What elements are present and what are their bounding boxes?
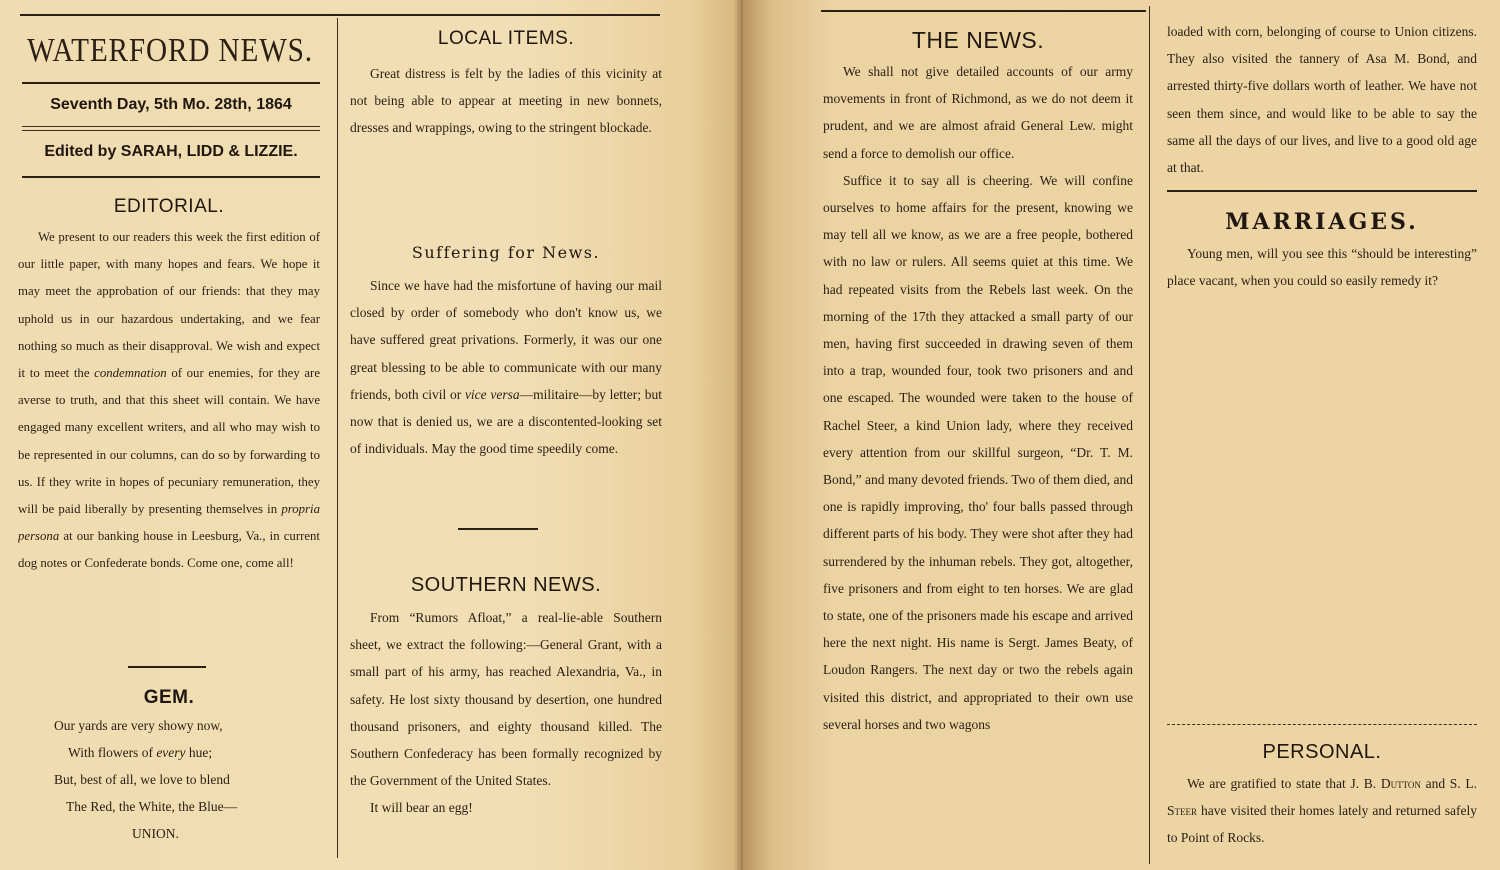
southern-news-section [350,568,662,863]
suffering-text-2: —militaire—by letter; but now that is denied us, we are a discontented-looking set of individuals. May the good time speedily come. [350,386,662,457]
marriages-body: Young men, will you see this “should be interesting” place vacant, when you could so easily remedy it? [1167,246,1477,289]
top-rule [20,14,660,16]
editors-line: Edited by SARAH, LIDD & LIZZIE. [44,143,298,160]
personal-rule [1167,724,1477,725]
personal-text-2: and S. L. [1420,776,1477,791]
gem-divider [128,666,206,668]
southern-news-closing: It will bear an egg! [370,800,473,816]
personal-body [1167,770,1477,852]
southern-news-body: From “Rumors Afloat,” a real-lie-able Southern sheet, we extract the following:—General Grant, with a small part of his army, has reached Alexandria, Va., in safety. He lost sixty thousand by desertion, one hundred thousand prisoners, and eighty thousand killed. The Southern Confederacy has been formally recognized by the Government of the United States. [350,610,662,789]
suffering-title: Suffering for News. [411,243,601,262]
editorial-text-1: We present to our readers this week the first edition of our little paper, with many hopes and fears. We hope it may meet the approbation of our friends: that they may uphold us in our hazardous undertaking, and we fear nothing so much as their disapproval. We wish and expect it to meet the [18,230,320,381]
gem-section [18,684,320,864]
marriages-rule [1167,190,1477,192]
continued-section [1167,18,1477,186]
personal-title: PERSONAL. [1262,741,1382,763]
dateline: Seventh Day, 5th Mo. 28th, 1864 [50,96,292,113]
left-page [0,0,743,870]
gem-line-2 [18,739,320,766]
southern-news-title: SOUTHERN NEWS. [410,574,602,596]
gem-line-1: Our yards are very showy now, [54,718,223,733]
personal-section [1167,736,1477,866]
local-items-section [350,24,662,184]
the-news-section [823,22,1133,868]
editorial-text-2: of our enemies, for they are averse to truth, and that this sheet will contain. We have engaged many excellent writers, and all who may wish to be represented in our columns, can do so by forwarding to us. If they write in hopes of pecuniary remuneration, they will be paid liberally by presenting themselves in [18,366,320,517]
gem-line-4: The Red, the White, the Blue— [66,799,238,814]
marriages-title: MARRIAGES. [1225,209,1419,235]
suffering-body [350,272,662,462]
editorial-title: EDITORIAL. [113,196,225,217]
gem-line-2-emphasis: every [156,745,186,760]
gem-line-2-text-b: hue; [185,745,213,760]
personal-text-1: We are gratified to state that J. B. [1187,776,1381,791]
editorial-emphasis-1: condemnation [94,366,167,381]
editorial-text-3: at our banking house in Leesburg, Va., in current dog notes or Confederate bonds. Come one, come all! [18,529,320,571]
personal-text-3: have visited their homes lately and returned safely to Point of Rocks. [1167,803,1477,846]
gem-line-3: But, best of all, we love to blend [54,772,230,787]
suffering-section [350,238,662,508]
right-top-rule [821,10,1146,12]
suffering-emphasis: vice versa [464,386,520,402]
personal-name-2: Steer [1167,803,1198,819]
gem-title: GEM. [143,687,195,708]
masthead-rule [22,82,320,84]
dateline-rule-2 [22,130,320,131]
marriages-section [1167,204,1477,334]
editorial-section [18,192,320,662]
masthead-title: WATERFORD NEWS. [27,32,313,69]
local-items-title: LOCAL ITEMS. [437,28,575,49]
editors-rule [22,176,320,178]
editorial-body [18,224,320,578]
gem-line-5: UNION. [132,826,179,841]
the-news-body-1: We shall not give detailed accounts of our army movements in front of Richmond, as we do not deem it prudent, and we are almost afraid General Lew. might send a force to demolish our office. [823,64,1133,161]
editorial-emphasis-2: propria persona [18,502,320,544]
right-page [743,0,1500,870]
continued-body: loaded with corn, belonging of course to Union citizens. They also visited the tannery of Asa M. Bond, and arrested thirty-five dollars worth of leather. We have not seen them since, and would like to be able to say the same all the days of our lives, and live to a good old age at that. [1167,24,1477,176]
left-column-divider [337,18,338,858]
right-column-divider [1149,6,1150,864]
the-news-body-2: Suffice it to say all is cheering. We will confine ourselves to home affairs for the present, knowing we may tell all we know, as we are a free people, bothered with no law or rulers. All seems quiet at this time. We had repeated visits from the Rebels last week. On the morning of the 17th they attacked a small party of our men, having first succeeded in drawing seven of them into a trap, wounded four, took two prisoners and and one escaped. The wounded were taken to the house of Rachel Steer, a kind Union lady, where they received every attention from our skillful surgeon, “Dr. T. M. Bond,” and many devoted friends. Two of them died, and one is rapidly improving, tho' four balls passed through different parts of his body. They were shot after they had surrendered by the inhuman rebels. They got, altogether, five prisoners and from eight to ten horses. We are glad to state, one of the prisoners made his escape and arrived here the next night. His name is Sergt. James Beaty, of Loudon Rangers. The next day or two the rebels again visited this district, and appropriated to their own use several horses and two wagons [823,172,1133,732]
suffering-text-1: Since we have had the misfortune of having our mail closed by order of somebody who don't know us, we have suffered great privations. Formerly, it was our one great blessing to be able to communicate with our many friends, both civil or [350,278,662,402]
the-news-title: THE NEWS. [911,27,1045,53]
gem-line-2-text-a: With flowers of [68,745,157,760]
personal-name-1: Dutton [1380,776,1421,791]
dateline-rule-1 [22,126,320,127]
local-items-body: Great distress is felt by the ladies of this vicinity at not being able to appear at meeting in new bonnets, dresses and wrappings, owing to the stringent blockade. [350,66,662,136]
southern-divider [458,528,538,530]
